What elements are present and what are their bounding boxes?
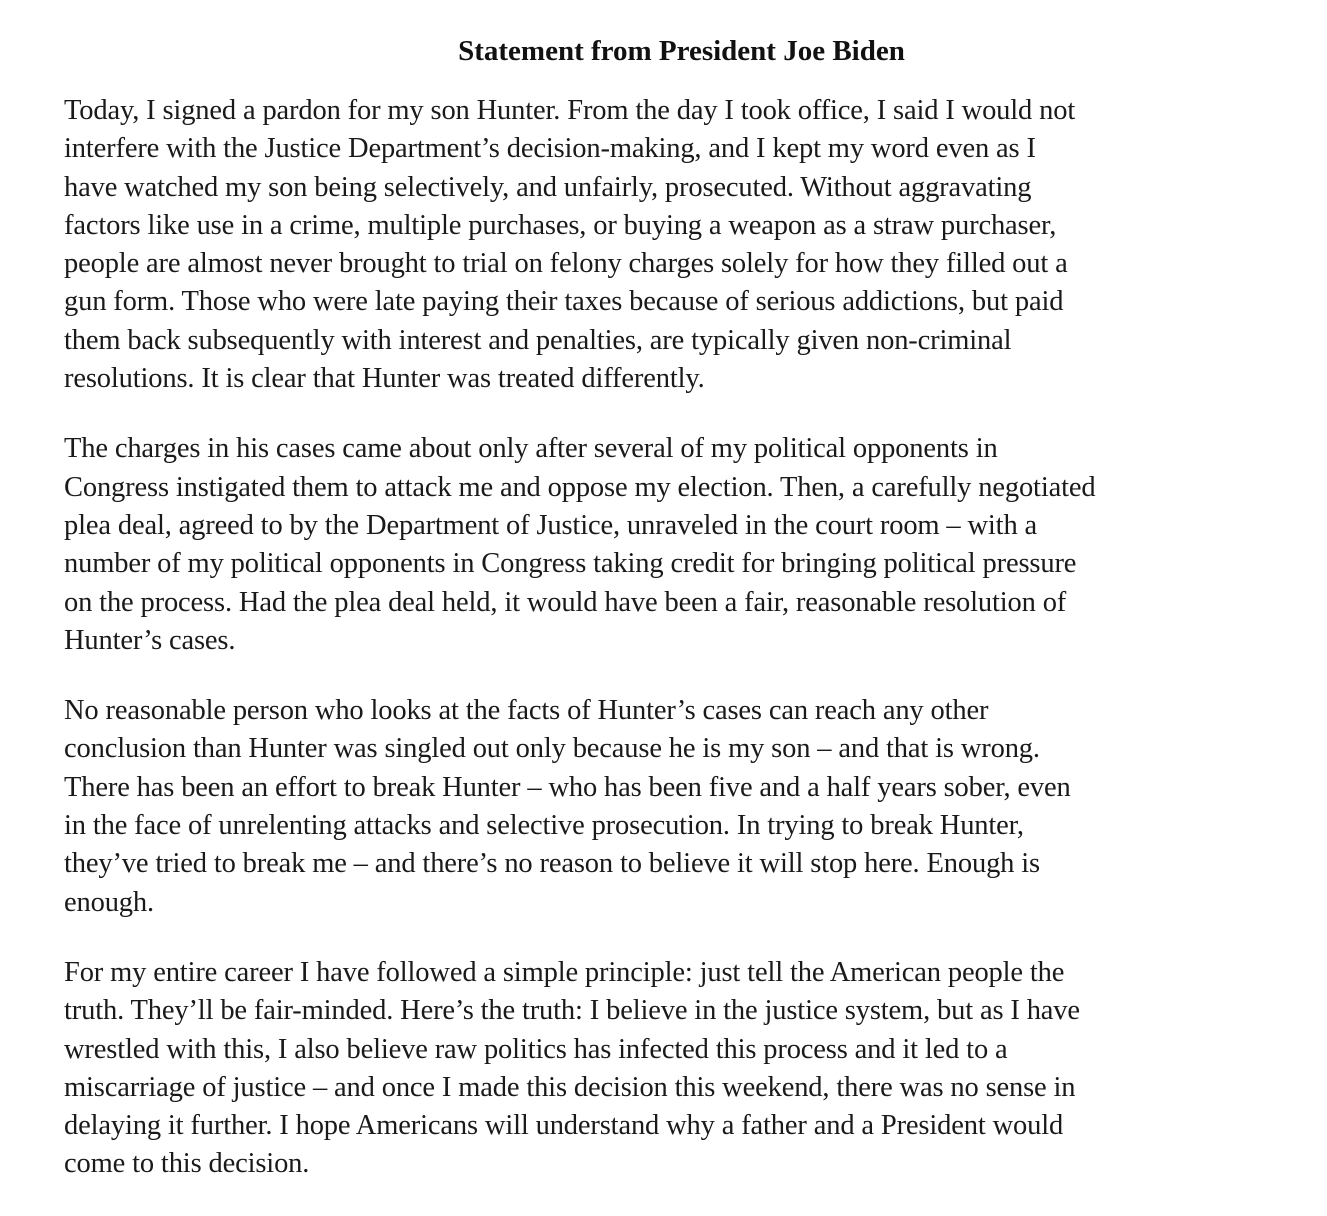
paragraph-1	[64, 92, 1314, 398]
text-line: resolutions. It is clear that Hunter was treated differently.	[64, 363, 705, 395]
text-line: wrestled with this, I also believe raw politics has infected this process and it led to a	[64, 1033, 1008, 1065]
text-line: The charges in his cases came about only after several of my political opponents in	[64, 433, 998, 465]
text-line: factors like use in a crime, multiple purchases, or buying a weapon as a straw purchaser,	[64, 209, 1057, 241]
text-line: Hunter’s cases.	[64, 624, 236, 656]
text-line: gun form. Those who were late paying their taxes because of serious addictions, but paid	[64, 286, 1064, 318]
text-line: No reasonable person who looks at the facts of Hunter’s cases can reach any other	[64, 695, 989, 727]
text-line: in the face of unrelenting attacks and selective prosecution. In trying to break Hunter,	[64, 810, 1024, 842]
text-line: come to this decision.	[64, 1148, 310, 1180]
text-line: There has been an effort to break Hunter – who has been five and a half years sober, even	[64, 771, 1071, 803]
text-line: on the process. Had the plea deal held, it would have been a fair, reasonable resolution of	[64, 586, 1067, 618]
text-line: people are almost never brought to trial on felony charges solely for how they filled out a	[64, 248, 1068, 280]
text-line: For my entire career I have followed a simple principle: just tell the American people the	[64, 956, 1065, 988]
text-line: conclusion than Hunter was singled out only because he is my son – and that is wrong.	[64, 733, 1040, 765]
text-line: interfere with the Justice Department’s decision-making, and I kept my word even as I	[64, 133, 1036, 165]
text-line: enough.	[64, 886, 154, 918]
text-line: Congress instigated them to attack me and oppose my election. Then, a carefully negotiated	[64, 471, 1096, 503]
text-line: plea deal, agreed to by the Department of Justice, unraveled in the court room – with a	[64, 509, 1038, 541]
statement-body	[64, 92, 1314, 1216]
text-line: have watched my son being selectively, and unfairly, prosecuted. Without aggravating	[64, 171, 1032, 203]
text-line: they’ve tried to break me – and there’s no reason to believe it will stop here. Enough is	[64, 848, 1040, 880]
text-line: miscarriage of justice – and once I made this decision this weekend, there was no sense in	[64, 1071, 1076, 1103]
paragraph-3	[64, 692, 1314, 922]
text-line: them back subsequently with interest and penalties, are typically given non-criminal	[64, 324, 1012, 356]
statement-title: Statement from President Joe Biden	[458, 35, 905, 67]
paragraph-2	[64, 430, 1314, 660]
text-line: number of my political opponents in Congress taking credit for bringing political pressure	[64, 548, 1077, 580]
text-line: delaying it further. I hope Americans will understand why a father and a President would	[64, 1110, 1064, 1142]
text-line: truth. They’ll be fair-minded. Here’s the truth: I believe in the justice system, but as I have	[64, 995, 1080, 1027]
text-line: Today, I signed a pardon for my son Hunter. From the day I took office, I said I would not	[64, 95, 1076, 126]
paragraph-4	[64, 954, 1314, 1184]
